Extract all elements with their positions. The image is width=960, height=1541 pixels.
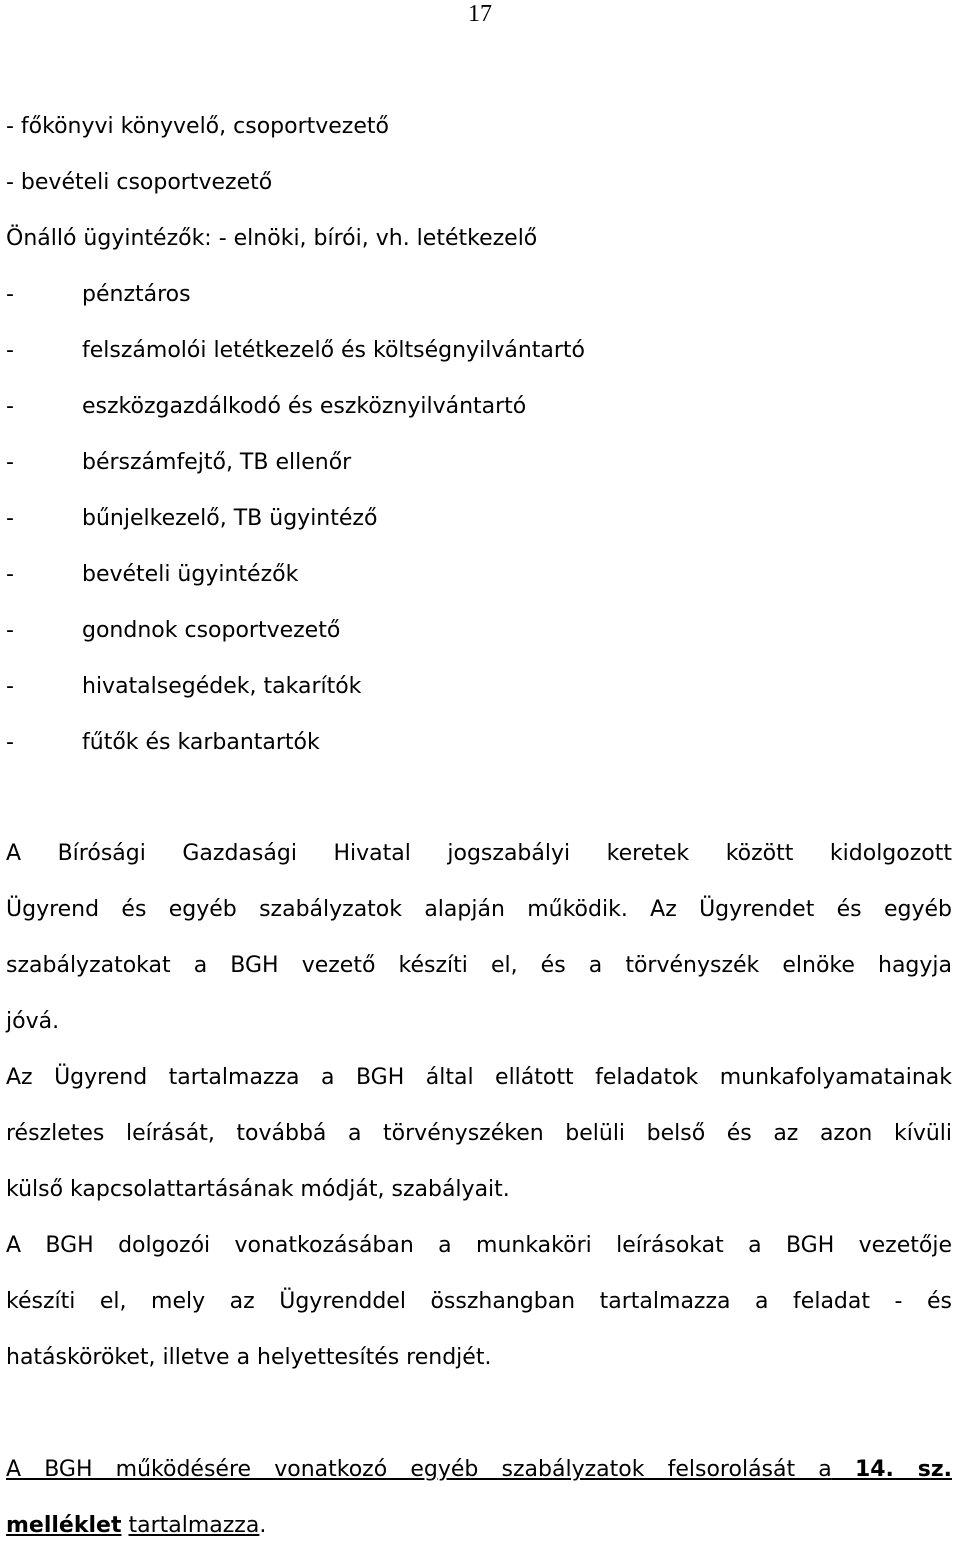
list-bullet: -: [6, 730, 14, 755]
paragraph-line: hatásköröket, illetve a helyettesítés rendjét.: [6, 1345, 492, 1370]
list-item: [6, 616, 340, 646]
paragraph-line: szabályzatokat a BGH vezető készíti el, és a törvényszék elnöke hagyja: [6, 953, 952, 978]
text-line: - főkönyvi könyvelő, csoportvezető: [6, 114, 389, 139]
list-item-text: gondnok csoportvezető: [82, 618, 341, 643]
paragraph-line: A BGH dolgozói vonatkozásában a munkaköri leírásokat a BGH vezetője: [6, 1233, 952, 1258]
annex-reference-line: [6, 1511, 266, 1541]
paragraph-line: külső kapcsolattartásának módját, szabályait.: [6, 1177, 510, 1202]
sentence-end: .: [259, 1513, 267, 1538]
list-item: [6, 672, 361, 702]
paragraph-line: A Bírósági Gazdasági Hivatal jogszabályi keretek között kidolgozott: [6, 841, 952, 866]
list-bullet: -: [6, 618, 14, 643]
text-line: Önálló ügyintézők: - elnöki, bírói, vh. letétkezelő: [6, 226, 538, 251]
list-item: [6, 280, 191, 310]
list-item-text: bevételi ügyintézők: [82, 562, 299, 587]
annex-reference-line: [6, 1455, 952, 1485]
list-item: [6, 448, 351, 478]
list-item: [6, 504, 377, 534]
list-item-text: felszámolói letétkezelő és költségnyilvántartó: [82, 338, 586, 363]
list-item: [6, 336, 585, 366]
list-bullet: -: [6, 450, 14, 475]
list-item: [6, 392, 526, 422]
annex-word: melléklet: [6, 1513, 122, 1538]
paragraph-line: Ügyrend és egyéb szabályzatok alapján működik. Az Ügyrendet és egyéb: [6, 897, 952, 922]
paragraph-line: Az Ügyrend tartalmazza a BGH által ellátott feladatok munkafolyamatainak: [6, 1065, 952, 1090]
annex-reference-text: tartalmazza: [128, 1513, 260, 1538]
list-item: [6, 560, 298, 590]
paragraph-line: részletes leírását, továbbá a törvényszéken belüli belső és az azon kívüli: [6, 1121, 952, 1146]
list-item-text: eszközgazdálkodó és eszköznyilvántartó: [82, 394, 527, 419]
annex-reference-text: A BGH működésére vonatkozó egyéb szabályzatok felsorolását a: [6, 1457, 832, 1482]
list-item-text: fűtők és karbantartók: [82, 730, 320, 755]
paragraph-line: készíti el, mely az Ügyrenddel összhangban tartalmazza a feladat - és: [6, 1289, 952, 1314]
text-line: - bevételi csoportvezető: [6, 170, 273, 195]
page-number: 17: [468, 1, 492, 27]
list-bullet: -: [6, 282, 14, 307]
list-bullet: -: [6, 562, 14, 587]
list-item-text: bűnjelkezelő, TB ügyintéző: [82, 506, 378, 531]
paragraph-line: jóvá.: [6, 1009, 60, 1034]
list-item-text: hivatalsegédek, takarítók: [82, 674, 362, 699]
annex-number: 14. sz.: [854, 1457, 952, 1482]
list-bullet: -: [6, 506, 14, 531]
list-item-text: pénztáros: [82, 282, 191, 307]
list-bullet: -: [6, 338, 14, 363]
list-item-text: bérszámfejtő, TB ellenőr: [82, 450, 352, 475]
list-item: [6, 728, 320, 758]
list-bullet: -: [6, 394, 14, 419]
list-bullet: -: [6, 674, 14, 699]
